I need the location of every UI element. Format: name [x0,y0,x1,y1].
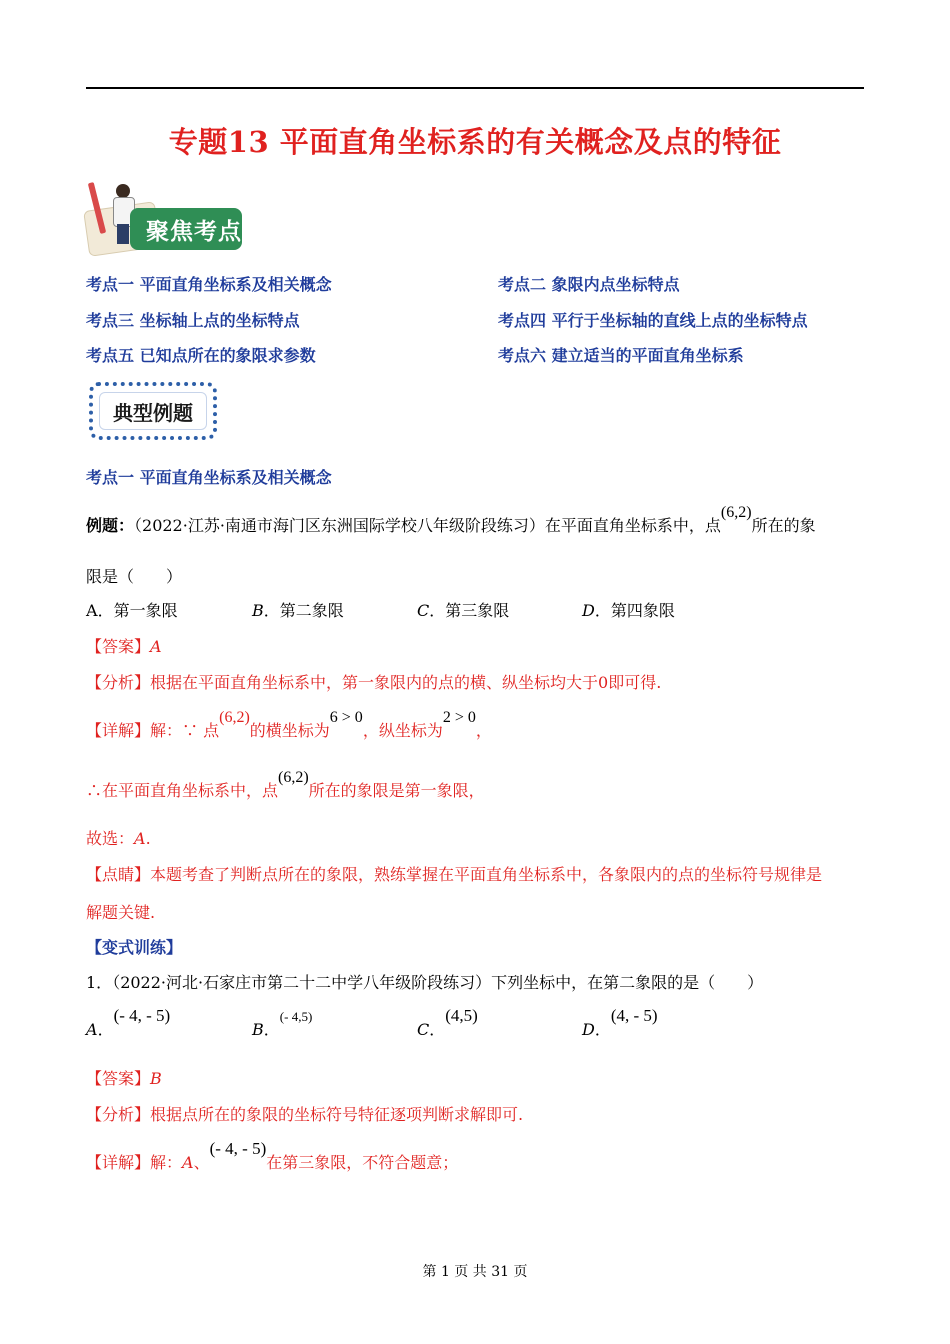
focus-banner-label: 聚焦考点 [146,219,242,245]
q1-option-c: C．(4,5) [417,1006,478,1039]
example-choice: 故选：A. [86,829,151,848]
example-comment: 【点睛】本题考查了判断点所在的象限，熟练掌握在平面直角坐标系中，各象限内的点的坐标符号规律是 [86,865,823,884]
option-c: C．第三象限 [417,601,510,620]
q1-option-b: B．$^{(- 4,5)}$ [252,1009,313,1039]
practice-heading: 【变式训练】 [86,938,183,957]
example-therefore: ∴在平面直角坐标系中，点(6,2)所在的象限是第一象限， [86,769,485,800]
q1-answer: 【答案】B [86,1069,162,1088]
example-point: (6,2) [720,504,752,521]
example-comment-line2: 解题关键. [86,903,156,922]
kaodian-link-1[interactable]: 考点一 平面直角坐标系及相关概念 [86,275,332,294]
kaodian-link-4[interactable]: 考点四 平行于坐标轴的直线上点的坐标特点 [498,311,808,330]
q1-detail: 【详解】解：A、(- 4, - 5)在第三象限，不符合题意； [86,1139,459,1172]
example-question-line2: 限是（ ） [86,567,183,586]
examples-banner [89,382,217,440]
student-figure-icon [116,184,130,198]
page-title: 专题13 平面直角坐标系的有关概念及点的特征 [168,125,782,159]
option-a: A．第一象限 [86,601,178,620]
examples-banner-label: 典型例题 [113,401,193,425]
focus-banner [86,180,246,254]
kaodian-link-3[interactable]: 考点三 坐标轴上点的坐标特点 [86,311,300,330]
q1-analysis: 【分析】根据点所在的象限的坐标符号特征逐项判断求解即可. [86,1105,524,1124]
example-analysis: 【分析】根据在平面直角坐标系中，第一象限内的点的横、纵坐标均大于0即可得. [86,673,662,692]
page-footer: 第 1 页 共 31 页 [422,1264,528,1280]
option-d: D．第四象限 [582,601,675,620]
header-rule [86,87,864,89]
kaodian-link-2[interactable]: 考点二 象限内点坐标特点 [498,275,680,294]
example-question [86,504,816,536]
example-label: 例题： [86,516,135,535]
example-stem: （2022·江苏·南通市海门区东洲国际学校八年级阶段练习）在平面直角坐标系中，点 [134,516,721,535]
example-detail: 【详解】解：∵ 点(6,2)的横坐标为6 > 0，纵坐标为2 > 0， [86,709,492,740]
q1-option-a: A．(- 4, - 5) [86,1006,171,1039]
practice-q1-stem: 1．（2022·河北·石家庄市第二十二中学八年级阶段练习）下列坐标中，在第二象限的是（ ） [86,973,764,992]
kaodian-link-5[interactable]: 考点五 已知点所在的象限求参数 [86,346,316,365]
section-heading: 考点一 平面直角坐标系及相关概念 [86,468,332,487]
q1-option-d: D．(4, - 5) [582,1006,658,1039]
option-b: B．第二象限 [252,601,344,620]
example-stem-tail: 所在的象 [751,516,816,535]
example-answer: 【答案】A [86,637,162,656]
kaodian-link-6[interactable]: 考点六 建立适当的平面直角坐标系 [498,346,744,365]
